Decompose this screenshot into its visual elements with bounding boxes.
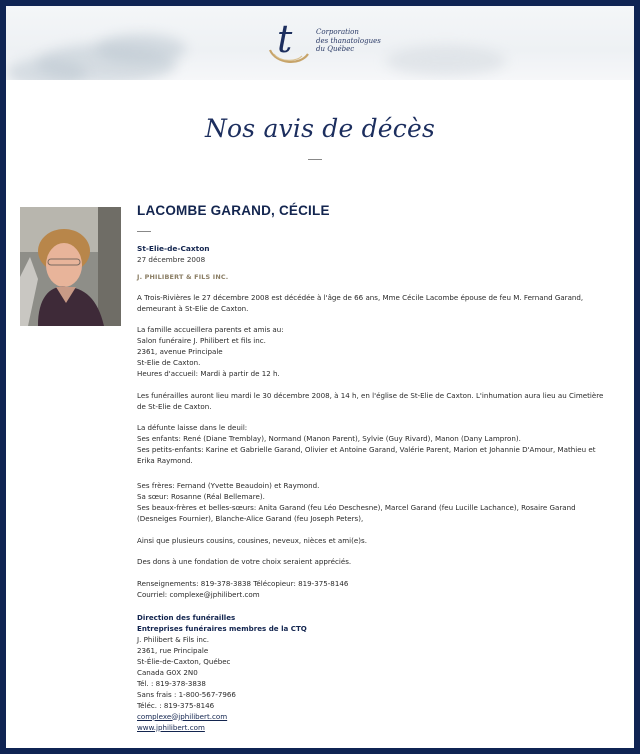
page bbox=[6, 6, 634, 748]
name-divider bbox=[137, 231, 151, 232]
logo-line-1: Corporation bbox=[316, 28, 359, 36]
direction-postal: Canada G0X 2N0 bbox=[137, 667, 198, 677]
ctq-logo-icon[interactable] bbox=[264, 14, 314, 70]
funeral-direction-block bbox=[137, 612, 607, 733]
portrait-photo bbox=[20, 207, 121, 326]
paragraph-relatives: Ainsi que plusieurs cousins, cousines, neveux, nièces et ami(e)s. bbox=[137, 535, 367, 545]
direction-heading: Direction des funérailles bbox=[137, 612, 236, 622]
logo-line-2: des thanatologues bbox=[316, 36, 381, 45]
paragraph-funeral: Les funérailles auront lieu mardi le 30 décembre 2008, à 14 h, en l'église de St-Elie de Caxton. L'inhumation aura lieu au Cimetière de St-Elie de Caxton. bbox=[137, 390, 604, 411]
paragraph-donations: Des dons à une fondation de votre choix seraient appréciés. bbox=[137, 557, 352, 566]
logo-text bbox=[316, 28, 381, 54]
direction-street: 2361, rue Principale bbox=[137, 645, 209, 655]
logo-letter: t bbox=[277, 17, 293, 61]
direction-subheading: Entreprises funéraires membres de la CTQ bbox=[137, 623, 307, 633]
direction-toll-free: Sans frais : 1-800-567-7966 bbox=[137, 689, 236, 699]
site-header bbox=[6, 6, 634, 80]
direction-company: J. Philibert & Fils inc. bbox=[137, 634, 209, 644]
title-divider bbox=[308, 159, 322, 160]
deceased-name: LACOMBE GARAND, CÉCILE bbox=[137, 203, 330, 218]
paragraph-survivors: La défunte laisse dans le deuil: Ses enfants: René (Diane Tremblay), Normand (Manon Parent), Sylvie (Guy Rivard), Manon (Dany Lampron). Ses petits-enfants: Karine et Gabrielle Garand, Olivier et Antoine Garand, Valérie Parent, Marion et Johannie D'Amour, Mathieu et Erika Raymond. bbox=[137, 423, 596, 465]
page-title: Nos avis de décès bbox=[204, 114, 436, 143]
paragraph-siblings: Ses frères: Fernand (Yvette Beaudoin) et Raymond. Sa sœur: Rosanne (Réal Bellemare). Ses beaux-frères et belles-sœurs: Anita Garand (feu Léo Deschesne), Marcel Garand (feu Lucille Lachance), Rosaire Garand (Desneiges Fournier), Blanche-Alice Garand (feu Joseph Peters), bbox=[137, 481, 576, 523]
logo-line-3: du Québec bbox=[316, 45, 355, 53]
paragraph-death: A Trois-Rivières le 27 décembre 2008 est décédée à l'âge de 66 ans, Mme Cécile Lacombe épouse de feu M. Fernand Garand, demeurant à St-Elie de Caxton. bbox=[137, 292, 584, 313]
paragraph-visitation: La famille accueillera parents et amis au: Salon funéraire J. Philibert et fils inc. 2361, avenue Principale St-Elie de Caxton. Heures d'accueil: Mardi à partir de 12 h. bbox=[137, 325, 284, 378]
direction-fax: Téléc. : 819-375-8146 bbox=[137, 700, 215, 710]
obituary-content bbox=[137, 203, 607, 733]
death-date: 27 décembre 2008 bbox=[137, 255, 206, 264]
funeral-home-name: J. PHILIBERT & FILS INC. bbox=[137, 273, 229, 281]
location: St-Elie-de-Caxton bbox=[137, 244, 210, 253]
paragraph-contact: Renseignements: 819-378-3838 Télécopieur: 819-375-8146 Courriel: complexe@jphilibert.com bbox=[137, 578, 349, 599]
website-link[interactable]: www.jphilibert.com bbox=[137, 722, 205, 732]
direction-phone: Tél. : 819-378-3838 bbox=[137, 678, 206, 688]
email-link[interactable]: complexe@jphilibert.com bbox=[137, 711, 228, 721]
direction-city: St-Élie-de-Caxton, Québec bbox=[137, 656, 231, 666]
